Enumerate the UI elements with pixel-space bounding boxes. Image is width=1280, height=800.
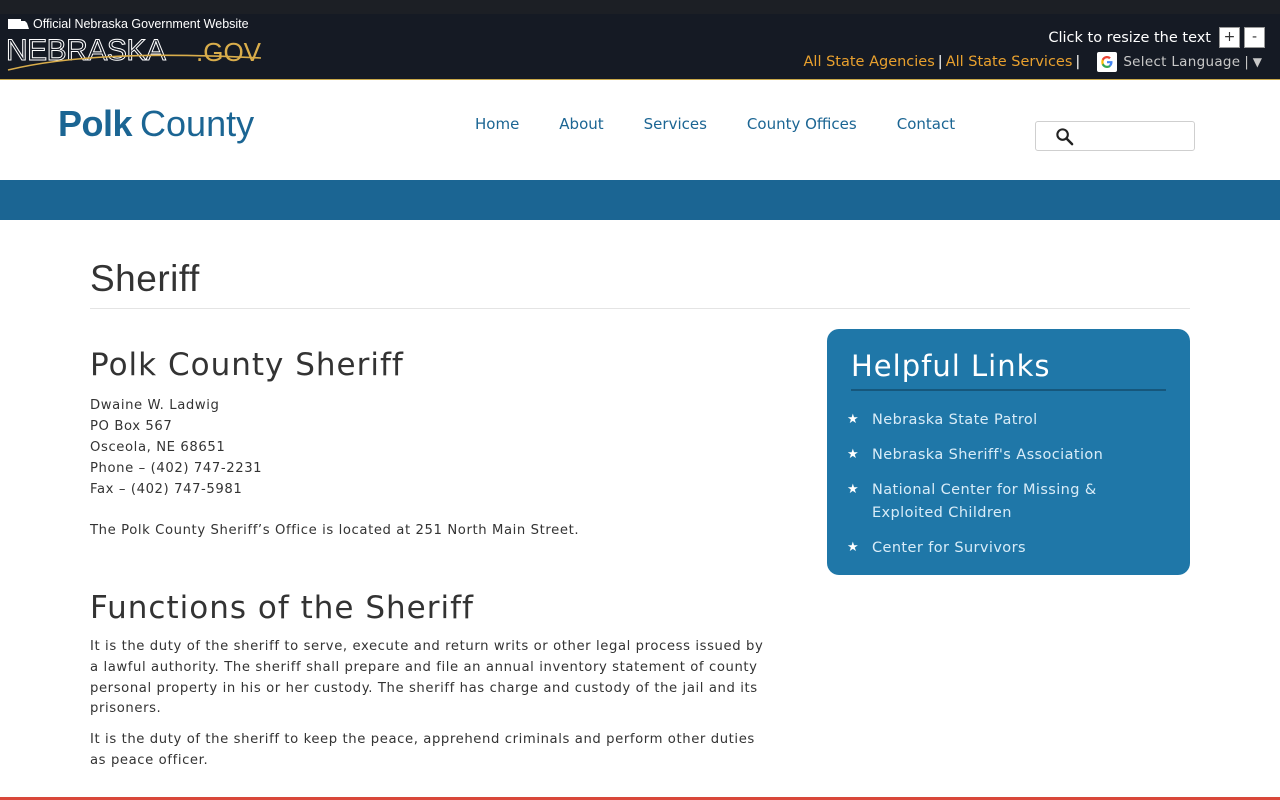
select-language-label: Select Language (1123, 54, 1241, 70)
main-content (90, 345, 770, 541)
nebraska-state-icon (8, 18, 30, 30)
logo-county: County (140, 103, 255, 144)
list-item (847, 537, 1167, 560)
search-icon[interactable] (1055, 127, 1074, 146)
helpful-links-list (847, 409, 1167, 572)
list-item (847, 479, 1167, 525)
decrease-text-button[interactable]: - (1244, 27, 1265, 48)
sheriff-contact (90, 395, 770, 500)
nebraska-gov-logo[interactable] (6, 16, 268, 72)
state-banner (0, 0, 1280, 80)
helpful-links-title: Helpful Links (851, 345, 1166, 391)
link-nebraska-state-patrol[interactable]: Nebraska State Patrol (872, 412, 1038, 428)
chevron-down-icon: ▼ (1252, 55, 1262, 69)
functions-body (90, 637, 770, 782)
office-location: The Polk County Sheriff’s Office is located at 251 North Main Street. (90, 523, 580, 538)
sheriff-city: Osceola, NE 68651 (90, 440, 226, 455)
nebraska-wordmark: NEBRASKA (6, 34, 166, 67)
sheriff-heading: Polk County Sheriff (90, 347, 404, 383)
main-navigation (475, 115, 995, 133)
star-icon: ★ (847, 540, 859, 555)
search-box (1035, 121, 1195, 151)
language-separator: | (1244, 54, 1249, 70)
sheriff-name: Dwaine W. Ladwig (90, 398, 220, 413)
link-separator: | (1075, 54, 1081, 70)
language-selector[interactable] (1097, 52, 1262, 72)
nav-home[interactable]: Home (475, 115, 520, 133)
google-icon (1097, 52, 1117, 72)
state-links (804, 52, 1263, 72)
list-item (847, 409, 1167, 432)
helpful-links-panel (827, 329, 1190, 575)
page-title: Sheriff (90, 256, 1190, 309)
increase-text-button[interactable]: + (1219, 27, 1240, 48)
swoosh-graphic (6, 52, 266, 72)
star-icon: ★ (847, 412, 859, 427)
link-nebraska-sheriffs-association[interactable]: Nebraska Sheriff's Association (872, 447, 1104, 463)
nav-about[interactable]: About (559, 115, 604, 133)
nav-services[interactable]: Services (643, 115, 707, 133)
star-icon: ★ (847, 447, 859, 462)
text-resize-controls (1048, 27, 1265, 48)
functions-paragraph-2: It is the duty of the sheriff to keep the peace, apprehend criminals and perform other duties as peace officer. (90, 732, 755, 768)
functions-heading: Functions of the Sheriff (90, 590, 474, 626)
star-icon: ★ (847, 482, 859, 497)
all-state-agencies-link[interactable]: All State Agencies (803, 54, 935, 70)
sheriff-phone: Phone – (402) 747-2231 (90, 461, 263, 476)
link-center-for-survivors[interactable]: Center for Survivors (872, 540, 1026, 556)
link-national-center-missing-exploited-children[interactable]: National Center for Missing & Exploited Children (872, 482, 1097, 521)
official-site-line (8, 17, 249, 31)
resize-label: Click to resize the text (1048, 29, 1211, 46)
gov-wordmark: .GOV (196, 37, 262, 67)
official-site-text: Official Nebraska Government Website (33, 17, 249, 31)
link-separator: | (937, 54, 943, 70)
sheriff-fax: Fax – (402) 747-5981 (90, 482, 243, 497)
logo-polk: Polk (58, 103, 133, 144)
polk-county-logo[interactable] (58, 103, 254, 145)
sheriff-po-box: PO Box 567 (90, 419, 173, 434)
search-input[interactable] (1082, 125, 1188, 147)
nav-county-offices[interactable]: County Offices (746, 115, 857, 133)
all-state-services-link[interactable]: All State Services (945, 54, 1073, 70)
functions-paragraph-1: It is the duty of the sheriff to serve, execute and return writs or other legal process issued by a lawful authority. The sheriff shall prepare and file an annual inventory statement of county personal property in his or her custody. The sheriff has charge and custody of the jail and its prisoners. (90, 639, 764, 717)
county-header (0, 81, 1280, 180)
nav-contact[interactable]: Contact (896, 115, 956, 133)
header-band (0, 180, 1280, 220)
list-item (847, 444, 1167, 467)
